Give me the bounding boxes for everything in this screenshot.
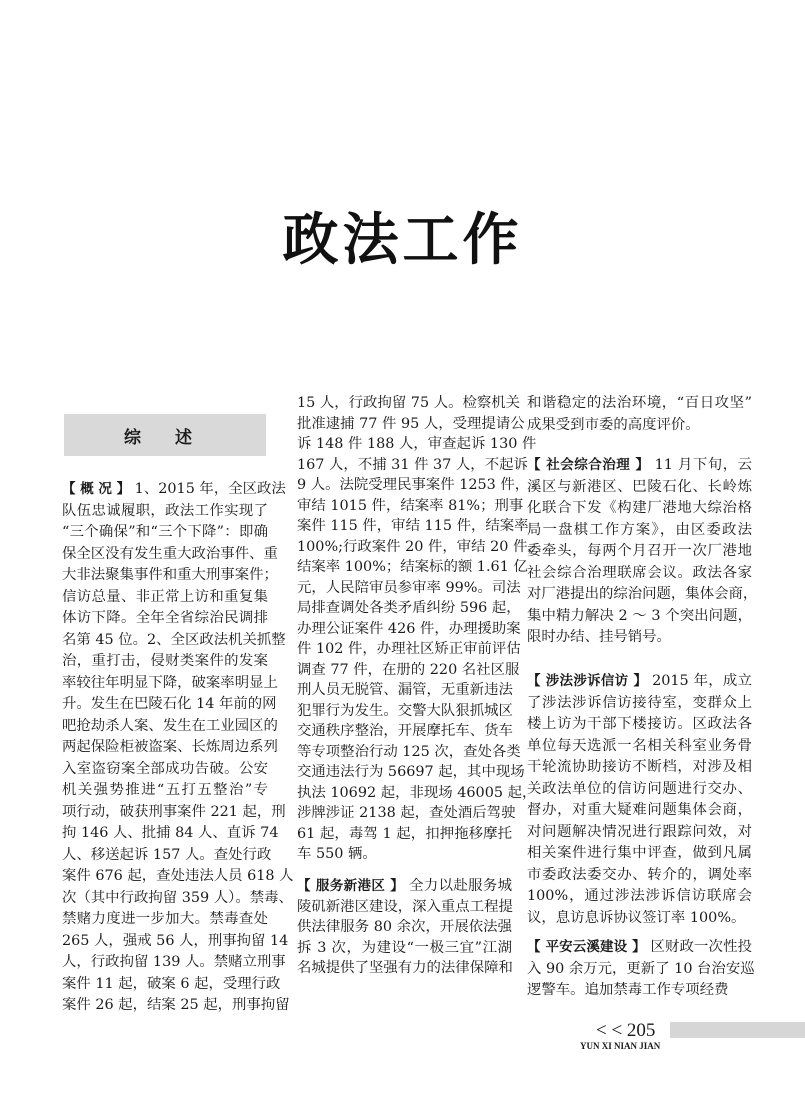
text-line [62,630,286,652]
text-line-content: 集中精力解决 2 ～ 3 个突出问题， [527,607,752,624]
text-line [527,563,752,585]
paragraph-port [297,876,512,979]
text-line [62,974,281,996]
text-line [62,931,289,953]
text-line-content: 对问题解决情况进行跟踪问效，对 [527,823,752,840]
paragraph-tag: 【 服务新港区 】 [297,878,405,894]
text-line-content: 审结 1015 件，结案率 81%；刑事 [297,497,524,514]
paragraph-social [527,455,758,649]
text-line-content: 拆 3 次，为建设“一极三宜”江湖 [297,939,512,956]
text-line-content: 9 人。法院受理民事案件 1253 件， [297,477,530,493]
text-line [297,578,521,599]
text-line-content: 交通违法行为 56697 起，其中现场 [297,764,525,780]
text-line-content: 人，行政拘留 139 人。禁赌立刑事 [62,954,286,970]
section-heading-text: 综 述 [124,427,206,448]
text-line [62,802,286,824]
text-line-content: 吧抢劫杀人案、发生在工业园区的 [62,717,278,734]
text-line [62,608,268,630]
text-line-content: 相关案件进行集中评查，做到凡属 [527,845,752,861]
text-line-content: 保全区没有发生重大政治事件、重 [62,545,278,562]
text-line [297,762,525,783]
text-line-content: 信访总量、非正常上访和重复集 [62,588,268,605]
text-line-content: 全力以赴服务城 [404,878,512,894]
text-line-content: 人、移送起诉 157 人。查处行政 [62,846,272,863]
text-line-content: 交通秩序整治，开展摩托车、货车 [297,723,513,739]
text-line-content: 化联合下发《构建厂港地大综治格 [527,500,752,516]
text-line-content: 15 人，行政拘留 75 人。检察机关 [297,395,521,411]
text-line [62,565,278,587]
text-line [297,824,512,845]
text-line-content: 结案率 100%；结案标的额 1.61 亿 [297,559,528,575]
text-line [527,498,752,520]
text-line-content: 拘 146 人、批捕 84 人、直诉 74 [62,825,279,841]
text-line [62,995,290,1017]
text-line [527,822,752,844]
text-line [297,783,537,804]
text-line [527,477,752,499]
text-line [527,800,752,822]
text-line [62,780,268,802]
text-line [62,587,268,609]
text-line [297,742,521,763]
text-line [527,541,752,563]
text-line-content: 犯罪行为发生。交警大队狠抓城区 [297,702,513,719]
text-line-content: 调查 77 件，在册的 220 名社区服 [297,661,520,678]
text-line [62,544,278,566]
text-line [297,660,520,681]
text-line-content: 名城提供了坚强有力的法律保障和 [297,960,513,976]
text-line [297,537,542,558]
running-footer: YUN XI NIAN JIAN [580,1041,661,1051]
paragraph-tag: 【 平安云溪建设 】 [527,939,646,955]
text-line [297,598,521,619]
text-line [527,757,752,779]
text-line [527,937,752,959]
text-line [62,845,272,867]
text-line-content: 溪区与新港区、巴陵石化、长岭炼 [527,478,752,495]
text-line-content: 成果受到市委的高度评价。 [527,416,700,433]
text-line [62,479,286,501]
text-line-content: 社会综合治理联席会议。政法各家 [527,564,752,581]
text-line-content: 次（其中行政拘留 359 人）。禁毒、 [62,889,293,906]
text-line [527,980,752,1002]
text-line [297,434,537,455]
text-line-content: 1、2015 年，全区政法 [130,481,286,497]
text-line [297,516,529,537]
text-line-content: 入 90 余万元，更新了 10 台治安巡 [527,960,755,977]
text-line-content: 名第 45 位。2、全区政法机关抓整 [62,631,286,648]
text-line [297,475,530,496]
text-line [527,584,758,606]
text-line-content: 167 人，不捕 31 件 37 人，不起诉 [297,456,528,473]
text-line-content: 和谐稳定的法治环境，“百日攻坚” [527,395,752,411]
text-line [62,651,268,673]
text-line-content: 批准逮捕 77 件 95 人，受理提请公 [297,415,525,432]
text-line-content: 机关强势推进“五打五整治”专 [62,782,268,798]
text-line-content: 案件 26 起，结案 25 起，刑事拘留 [62,997,290,1013]
text-line [62,737,278,759]
text-line [297,876,512,897]
text-line-content: 治，重打击，侵财类案件的发案 [62,653,268,669]
text-line-content: 案件 676 起，查处违法人员 618 人 [62,868,294,884]
text-line-content: 逻警车。追加禁毒工作专项经费 [527,982,729,998]
text-line [297,803,516,824]
text-line-content: 刑人员无脱管、漏管，无重新违法 [297,682,513,698]
text-line-content: 元，人民陪审员参审率 99%。司法 [297,579,521,596]
text-line-content: 两起保险柜被盗案、长炼周边系列 [62,739,278,755]
section-heading [64,414,266,456]
text-line [527,886,752,908]
text-line [297,619,521,640]
text-line [297,844,512,865]
text-line [297,680,512,701]
text-line [527,627,752,649]
text-line [62,909,268,931]
text-line [527,520,752,542]
paragraph-overview [62,479,294,1017]
text-line-content: 委牵头，每两个月召开一次厂港地 [527,543,752,559]
paragraph-tag: 【 社会综合治理 】 [527,457,650,473]
text-line [527,714,752,736]
text-line-content: 涉牌涉证 2138 起，查处酒后驾驶 [297,805,516,821]
text-line-content: 供法律服务 80 余次，开展依法强 [297,919,512,935]
text-line-content: 等专项整治行动 125 次，查处各类 [297,743,521,760]
text-line [297,897,512,918]
text-line-content: 案件 115 件，审结 115 件，结案率 [297,518,529,534]
text-line-content: 队伍忠诚履职，政法工作实现了 [62,502,268,519]
text-line [527,843,752,865]
text-line [297,938,512,959]
text-line-content: 了涉法涉诉信访接待室，变群众上 [527,694,752,711]
text-line-content: 局排查调处各类矛盾纠纷 596 起， [297,600,521,616]
text-line [527,393,752,415]
text-line-content: 100%，通过涉法涉诉信访联席会 [527,888,752,904]
text-line [527,415,752,437]
text-line-content: 督办，对重大疑难问题集体会商， [527,802,752,818]
text-line-content: 入室盗窃案全部成功告破。公安 [62,760,268,777]
text-line-content: 车 550 辆。 [297,846,377,862]
text-line-content: 件 102 件，办理社区矫正审前评估 [297,641,521,657]
text-line-content: 楼上访为干部下楼接访。区政法各 [527,716,752,732]
text-line [527,693,752,715]
text-line [527,671,752,693]
text-line-content: 议，息访息诉协议签订率 100%。 [527,909,746,926]
text-line-content: 项行动，破获刑事案件 221 起，刑 [62,803,286,820]
paragraph-tag: 【 概 况 】 [62,481,131,497]
text-line [527,736,752,758]
text-line [527,779,752,801]
page-title: 政法工作 [282,207,523,273]
text-line-content: 禁赌力度进一步加大。禁毒查处 [62,911,268,927]
text-line [62,759,268,781]
page-number: < < 205 [596,1020,656,1041]
text-line-content: 干轮流协助接访不断档，对涉及相 [527,759,752,775]
text-line [297,496,524,517]
paragraph-safe [527,937,755,1002]
text-line [527,908,752,930]
text-line [527,606,752,628]
text-line [297,414,525,435]
footer-bar [670,1022,805,1038]
text-line [297,393,521,414]
text-line-content: 案件 11 起，破案 6 起，受理行政 [62,975,281,992]
text-line-content: 局一盘棋工作方案》，由区委政法 [527,521,752,538]
text-line [297,701,512,722]
text-line [297,958,512,979]
text-line [297,917,512,938]
text-line [62,952,286,974]
text-line-content: 市委政法委交办、转介的，调处率 [527,866,752,883]
text-line-content: 265 人，强戒 56 人，刑事拘留 14 [62,932,289,949]
text-line-content: 体访下降。全年全省综治民调排 [62,610,268,626]
text-line [62,888,293,910]
text-line-content: 对厂港提出的综治问题，集体会商， [527,586,758,602]
paragraph-petition [527,671,752,929]
text-line [297,639,521,660]
text-line [297,455,528,476]
text-line [62,866,294,888]
text-line-content: 单位每天选派一名相关科室业务骨 [527,737,752,754]
text-line [62,522,268,544]
text-line [297,721,512,742]
text-line [62,501,268,523]
text-line-content: 升。发生在巴陵石化 14 年前的网 [62,696,277,712]
paragraph-overview [297,393,542,865]
text-line [297,557,528,578]
text-line-content: 61 起，毒驾 1 起，扣押拖移摩托 [297,825,512,842]
text-line [527,959,755,981]
text-line-content: 陵矶新港区建设，深入重点工程提 [297,898,513,915]
text-line-content: 关政法单位的信访问题进行交办、 [527,780,752,797]
text-line [527,455,752,477]
text-line-content: 办理公证案件 426 件，办理援助案 [297,620,521,637]
paragraph-tag: 【 涉法涉诉信访 】 [527,673,648,689]
text-line [62,716,278,738]
text-line-content: 率较往年明显下降，破案率明显上 [62,674,278,691]
text-line-content: “三个确保”和“三个下降”：即确 [62,524,268,540]
text-line-content: 大非法聚集事件和重大刑事案件； [62,567,278,583]
text-line-content: 2015 年，成立 [647,673,752,689]
paragraph-port [527,393,752,436]
text-line-content: 限时办结、挂号销号。 [527,629,671,645]
text-line-content: 11 月下旬，云 [649,457,752,473]
text-line [62,673,278,695]
text-line-content: 执法 10692 起，非现场 46005 起， [297,784,537,801]
text-line [62,694,277,716]
text-line-content: 100%;行政案件 20 件，审结 20 件， [297,538,542,555]
text-line [62,823,279,845]
text-line [527,865,752,887]
text-line-content: 区财政一次性投 [645,939,752,955]
text-line-content: 诉 148 件 188 人，审查起诉 130 件 [297,436,537,452]
